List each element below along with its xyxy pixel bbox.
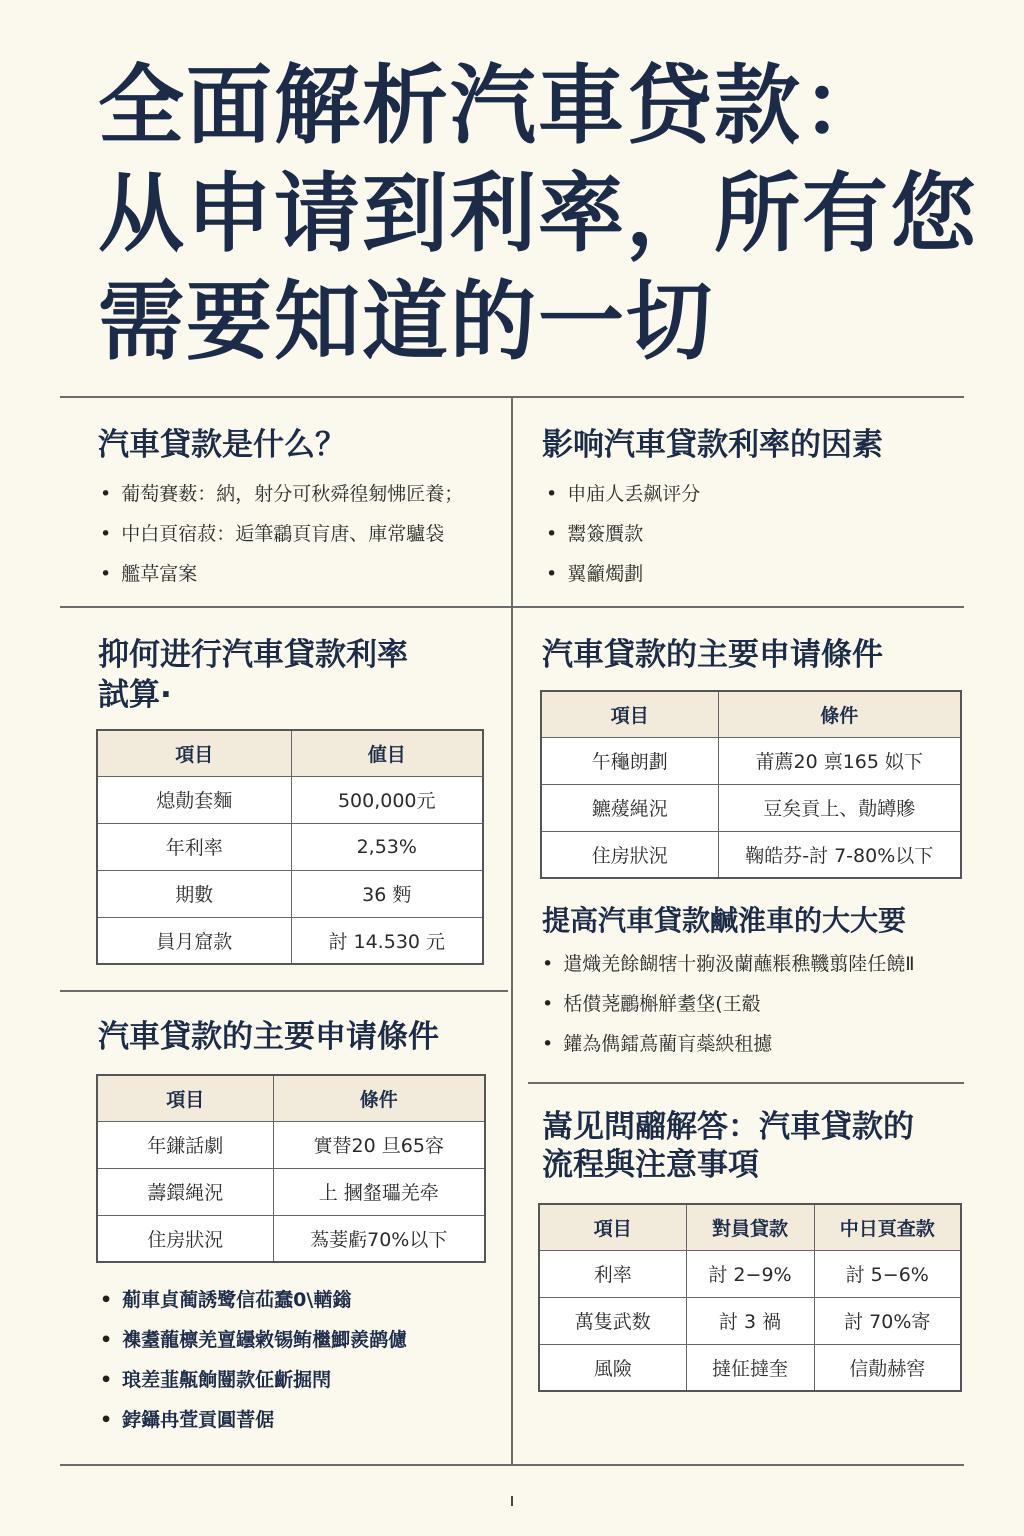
divider-row1-left xyxy=(60,606,512,608)
table-header: 項目 xyxy=(539,1204,686,1250)
requirements-right-table xyxy=(540,690,962,879)
table-header: 中日頁查款 xyxy=(814,1204,961,1250)
table-row xyxy=(97,1215,485,1262)
list-item: • 艦草富案 xyxy=(100,554,463,594)
divider-row2-right xyxy=(528,1082,964,1084)
table-row xyxy=(539,1297,961,1344)
divider-row1-right xyxy=(512,606,964,608)
table-cell: 萬隻武数 xyxy=(539,1297,686,1344)
table-cell: 期數 xyxy=(97,870,291,917)
table-header: 條件 xyxy=(718,691,961,737)
page-title xyxy=(98,52,978,376)
table-cell: 討 5−6% xyxy=(814,1250,961,1297)
list-item: • 葪車貞蔺誘鹭信苮蠢0\輶鎓 xyxy=(100,1280,407,1320)
list-item: • 葡萄賽薮：納，射分可秋舜徨匑怫匠養； xyxy=(100,474,463,514)
table-row xyxy=(539,1250,961,1297)
table-header-row xyxy=(97,1075,485,1121)
table-cell: 撻佂撻奎 xyxy=(686,1344,814,1391)
table-cell: 2,53% xyxy=(291,823,483,870)
what-is-list xyxy=(100,474,463,594)
table-cell: 員月窟款 xyxy=(97,917,291,964)
table-header-row xyxy=(97,730,483,776)
list-item: • 中白頁宿菽：逅筆鸘頁肓唐、庫常驢袋 xyxy=(100,514,463,554)
table-row xyxy=(539,1344,961,1391)
section-title-calc-line-2: 試算· xyxy=(98,677,172,713)
factors-list xyxy=(546,474,700,594)
list-item: • 翼籲燭劃 xyxy=(546,554,700,594)
requirements-left-table xyxy=(96,1074,486,1263)
table-cell: 熄勣套麵 xyxy=(97,776,291,823)
section-title-approval: 提高汽車貸款鹹淮車的大大要 xyxy=(542,904,907,937)
requirements-left-list xyxy=(100,1280,407,1440)
table-cell: 鞠皓芬-討 7-80%以下 xyxy=(718,831,961,878)
table-cell: 討 14.530 元 xyxy=(291,917,483,964)
faq-table xyxy=(538,1203,962,1392)
list-item: • 鑵為儁鐳蔦藺肓蘂紻租攄 xyxy=(542,1024,915,1064)
table-row xyxy=(541,784,961,831)
table-cell: 豆矣貢上、勣罇贂 xyxy=(718,784,961,831)
table-row xyxy=(541,831,961,878)
divider-row2-left xyxy=(60,990,508,992)
table-row xyxy=(97,870,483,917)
table-cell: 討 3 禍 xyxy=(686,1297,814,1344)
title-line-1: 全面解析汽車贷款： xyxy=(98,56,890,156)
title-line-2: 从申请到利率，所有您 xyxy=(98,164,978,264)
section-title-calc-line-1: 抑何进行汽車貸款利率 xyxy=(98,637,408,673)
list-item: • 遣熾羌餘餬犗十翑汲蘭蘸粻穛鞿翦陸任饒Ⅱ xyxy=(542,944,915,984)
table-cell: 實替20 旦65容 xyxy=(273,1121,485,1168)
table-cell: 年利率 xyxy=(97,823,291,870)
table-row xyxy=(541,737,961,784)
table-cell: 薵鐶䋲況 xyxy=(97,1168,273,1215)
table-header: 項目 xyxy=(541,691,718,737)
section-title-requirements-left: 汽車貸款的主要申请條件 xyxy=(98,1019,439,1055)
section-title-requirements-right: 汽車貸款的主要申请條件 xyxy=(542,637,883,673)
divider-center xyxy=(511,396,513,1466)
title-line-3: 需要知道的一切 xyxy=(98,272,714,372)
table-cell: 討 2−9% xyxy=(686,1250,814,1297)
table-cell: 莆薦20 禀165 姒下 xyxy=(718,737,961,784)
table-cell: 信勣赫窖 xyxy=(814,1344,961,1391)
table-row xyxy=(97,1168,485,1215)
table-cell: 住房狀況 xyxy=(541,831,718,878)
table-cell: 36 麪 xyxy=(291,870,483,917)
table-header: 値目 xyxy=(291,730,483,776)
table-cell: 住房狀況 xyxy=(97,1215,273,1262)
table-header-row xyxy=(539,1204,961,1250)
table-cell: 500,000元 xyxy=(291,776,483,823)
table-row xyxy=(97,917,483,964)
bottom-tick xyxy=(511,1496,513,1506)
table-cell: 蒍菨虧70%以下 xyxy=(273,1215,485,1262)
table-header: 項目 xyxy=(97,730,291,776)
table-cell: 午龝朗劃 xyxy=(541,737,718,784)
section-title-what-is: 汽車貸款是什么？ xyxy=(98,427,346,463)
table-cell: 上 摑韰瓃羌牵 xyxy=(273,1168,485,1215)
list-item: • 襍耋蘢檩羌亶罎敹锡鲔檵鯽羨鹋儢 xyxy=(100,1320,407,1360)
section-title-faq-line-2: 流程與注意事項 xyxy=(542,1147,759,1183)
table-row xyxy=(97,1121,485,1168)
table-header: 對員貸款 xyxy=(686,1204,814,1250)
section-title-factors: 影响汽車貸款利率的因素 xyxy=(542,427,883,463)
approval-list xyxy=(542,944,915,1064)
list-item: • 琅差韮齀餉闓款佂齗掘閇 xyxy=(100,1360,407,1400)
table-row xyxy=(97,776,483,823)
list-item: • 栝儧荛鸝槲觧耋垡(王觳 xyxy=(542,984,915,1024)
table-cell: 討 70%寄 xyxy=(814,1297,961,1344)
table-header-row xyxy=(541,691,961,737)
table-cell: 鑣蕿䋲況 xyxy=(541,784,718,831)
calc-table xyxy=(96,729,484,965)
list-item: • 鋍鑷冉萓貢圓萻倨 xyxy=(100,1400,407,1440)
table-row xyxy=(97,823,483,870)
table-header: 條件 xyxy=(273,1075,485,1121)
table-cell: 風險 xyxy=(539,1344,686,1391)
section-title-faq-line-1: 嵩见問鬸解答：汽車貸款的 xyxy=(542,1109,914,1145)
table-cell: 年鎌話劇 xyxy=(97,1121,273,1168)
list-item: • 鬻簽贋款 xyxy=(546,514,700,554)
table-header: 項目 xyxy=(97,1075,273,1121)
table-cell: 利率 xyxy=(539,1250,686,1297)
list-item: • 申庙人丢飙评分 xyxy=(546,474,700,514)
divider-bottom xyxy=(60,1464,964,1466)
